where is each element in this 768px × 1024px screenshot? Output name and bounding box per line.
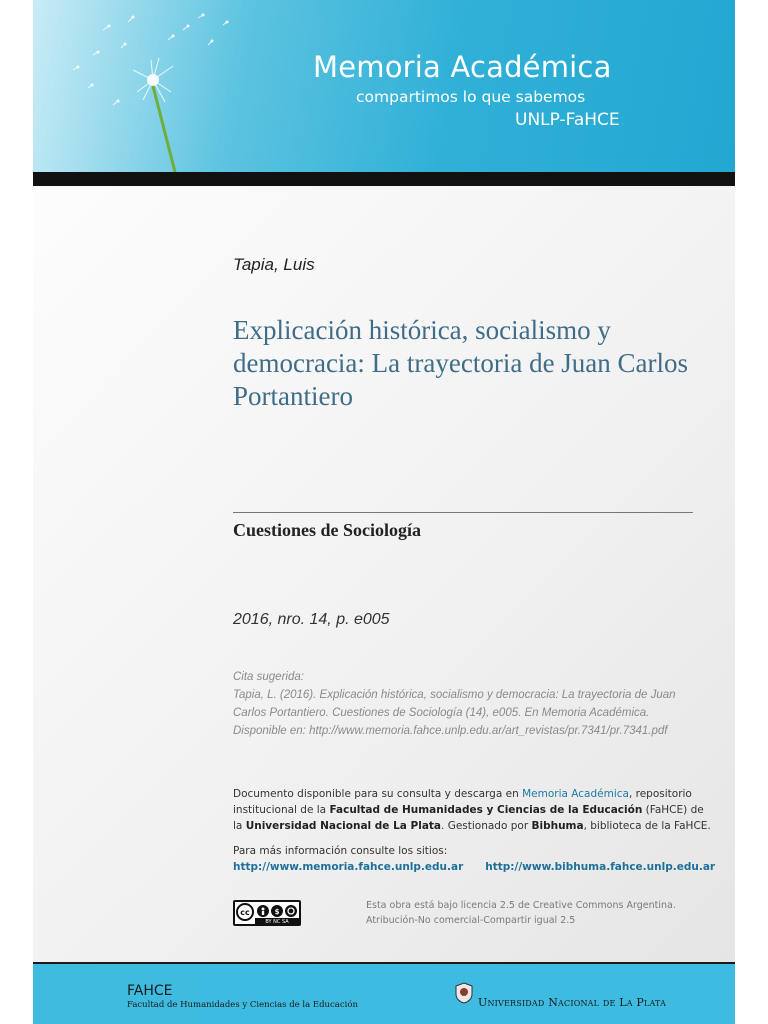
- unlp-seal-icon: [455, 982, 473, 1004]
- universidad-name: Universidad Nacional de La Plata: [245, 820, 442, 832]
- suggested-citation: [233, 668, 703, 740]
- more-info: [233, 843, 716, 875]
- fahce-full-name: Facultad de Humanidades y Ciencias de la Educación: [127, 1000, 358, 1010]
- availability-text-1: Documento disponible para su consulta y descarga en: [233, 788, 523, 800]
- memoria-link[interactable]: Memoria Académica: [522, 788, 629, 800]
- repository-title: Memoria Académica: [313, 50, 612, 84]
- citation-text: Tapia, L. (2016). Explicación histórica, socialismo y democracia: La trayectoria de Juan Carlos Portantiero. Cuestiones de Sociología (14), e005. En Memoria Académica.: [233, 689, 676, 719]
- bibhuma-name: Bibhuma: [531, 820, 584, 832]
- author: Tapia, Luis: [233, 255, 315, 274]
- cover-sheet: [33, 0, 735, 1024]
- citation-url: Disponible en: http://www.memoria.fahce.unlp.edu.ar/art_revistas/pr.7341/pr.7341.pdf: [233, 725, 668, 737]
- title-rule: [233, 512, 693, 513]
- facultad-name: Facultad de Humanidades y Ciencias de la Educación: [329, 804, 643, 816]
- memoria-site-link[interactable]: http://www.memoria.fahce.unlp.edu.ar: [233, 861, 464, 873]
- license-line-1: Esta obra está bajo licencia 2.5 de Creative Commons Argentina.: [366, 900, 676, 911]
- cc-icon: [235, 902, 299, 924]
- availability-text-3: (FaHCE) de la: [233, 804, 704, 832]
- svg-text:$: $: [274, 908, 280, 916]
- header-divider: [33, 172, 735, 186]
- availability-text-4: . Gestionado por: [441, 820, 532, 832]
- license-line-2: Atribución-No comercial-Compartir igual 2.5: [366, 915, 576, 926]
- repository-institution: UNLP-FaHCE: [515, 110, 620, 130]
- dandelion-icon: [33, 0, 735, 172]
- availability-text-2: , repositorio institucional de la: [233, 788, 692, 816]
- availability-text-5: , biblioteca de la FaHCE.: [583, 820, 711, 832]
- document-title: Explicación histórica, socialismo y democracia: La trayectoria de Juan Carlos Portantiero: [233, 315, 689, 411]
- header-banner: [33, 0, 735, 172]
- citation-label: Cita sugerida:: [233, 671, 304, 683]
- creative-commons-badge[interactable]: [233, 900, 301, 926]
- fahce-logo-text: FAHCE: [127, 983, 173, 999]
- bibhuma-site-link[interactable]: http://www.bibhuma.fahce.unlp.edu.ar: [485, 861, 716, 873]
- repository-tagline: compartimos lo que sabemos: [356, 88, 586, 106]
- license-text: [366, 898, 696, 928]
- more-info-label: Para más información consulte los sitios:: [233, 845, 448, 857]
- journal-name: Cuestiones de Sociología: [233, 520, 422, 540]
- unlp-name: Universidad Nacional de La Plata: [478, 996, 667, 1009]
- issue-info: 2016, nro. 14, p. e005: [233, 611, 390, 628]
- cc-badge-text: BY NC SA: [265, 919, 289, 924]
- svg-text:cc: cc: [240, 908, 250, 917]
- availability-note: [233, 786, 713, 834]
